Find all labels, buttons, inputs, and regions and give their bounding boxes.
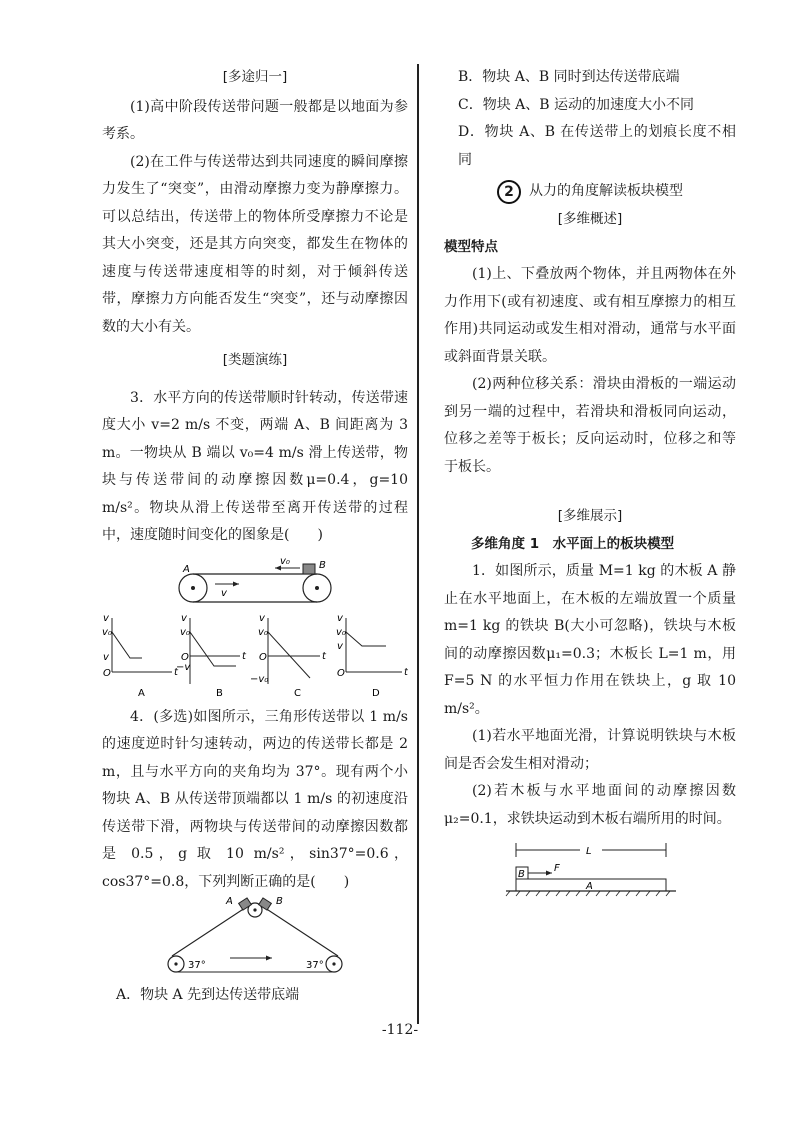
option-A: A．物块 A 先到达传送带底端: [116, 987, 300, 1003]
svg-text:v: v: [103, 612, 109, 624]
graph-label-D: D: [372, 687, 380, 699]
svg-text:t: t: [404, 666, 408, 678]
column-divider: [417, 64, 419, 1024]
question-1-part-2: (2)若木板与水平地面间的动摩擦因数μ₂=0.1，求铁块运动到木板右端所用的时间。: [444, 783, 736, 827]
label-v: v: [221, 587, 227, 599]
fig1-label-L: L: [586, 846, 592, 857]
left-column: [102, 64, 408, 1010]
angle-title: 多维角度 1 水平面上的板块模型: [471, 535, 675, 552]
svg-text:v: v: [337, 612, 343, 624]
svg-text:t: t: [322, 650, 326, 662]
graph-B: [176, 613, 247, 699]
model-features-title: 模型特点: [444, 238, 498, 255]
question-3: 3．水平方向的传送带顺时针转动，传送带速度大小 v=2 m/s 不变，两端 A、B 间距离为 3 m。一物块从 B 端以 v₀=4 m/s 滑上传送带，物块与传送带间的动摩擦因数μ=0.4，g=10 m/s²。物块从滑上传送带至离开传送带的过程中，速度随时间变化的图象是( ): [102, 389, 408, 543]
model-paragraph-2: (2)两种位移关系：滑块由滑板的一端运动到另一端的过程中，若滑块和滑板同向运动，位移之差等于板长；反向运动时，位移之和等于板长。: [444, 376, 736, 475]
option-B: B．物块 A、B 同时到达传送带底端: [458, 69, 680, 85]
fig4-angle-left: 37°: [188, 960, 206, 971]
svg-text:v: v: [337, 640, 343, 652]
svg-text:v: v: [181, 612, 187, 624]
fig4-label-B: B: [276, 896, 283, 907]
heading-showcase: [多维展示]: [557, 508, 623, 524]
option-C: C．物块 A、B 运动的加速度大小不同: [458, 96, 695, 113]
svg-text:O: O: [259, 651, 267, 663]
model-paragraph-1: (1)上、下叠放两个物体，并且两物体在外力作用下(或有初速度、或有相互摩擦力的相互作用)共同运动或发生相对滑动，通常与水平面或斜面背景关联。: [444, 266, 736, 365]
svg-text:O: O: [181, 651, 189, 663]
heading-practice: [类题演练]: [222, 352, 288, 368]
svg-text:O: O: [337, 667, 345, 679]
fig1-label-A: A: [586, 881, 593, 892]
heading-overview: [多维概述]: [557, 211, 623, 227]
section-title: 从力的角度解读板块模型: [529, 183, 683, 200]
page-number: -112-: [381, 1022, 419, 1038]
triangle-conveyor-figure: [160, 896, 350, 978]
vt-graphs: [102, 612, 408, 700]
svg-text:v: v: [103, 651, 109, 663]
svg-text:v₀: v₀: [102, 626, 112, 638]
svg-text:t: t: [242, 650, 246, 662]
label-v0: v₀: [280, 555, 290, 567]
svg-text:t: t: [174, 666, 178, 678]
svg-text:−v₀: −v₀: [250, 673, 269, 685]
graph-C: [250, 613, 327, 699]
paragraph-1: (1)高中阶段传送带问题一般都是以地面为参考系。: [102, 98, 408, 142]
graph-D: [336, 613, 408, 699]
label-A: A: [183, 563, 190, 575]
graph-A: [102, 613, 179, 699]
svg-text:v₀: v₀: [180, 626, 190, 638]
paragraph-2: (2)在工件与传送带达到共同速度的瞬间摩擦力发生了“突变”，由滑动摩擦力变为静摩擦力。可以总结出，传送带上的物体所受摩擦力不论是其大小突变，还是其方向突变，都发生在物体的速度与传送带速度相等的时刻，对于倾斜传送带，摩擦力方向能否发生“突变”，还与动摩擦因数的大小有关。: [102, 153, 408, 335]
section-heading: [444, 178, 736, 206]
question-1: 1．如图所示，质量 M=1 kg 的木板 A 静止在水平地面上，在木板的左端放置一个质量 m=1 kg 的铁块 B(大小可忽略)，铁块与木板间的动摩擦因数μ₁=0.3；木板长 L=1 m，用 F=5 N 的水平恒力作用在铁块上，g 取 10 m/s²。: [444, 563, 736, 717]
svg-text:v₀: v₀: [258, 626, 268, 638]
option-D: D．物块 A、B 在传送带上的划痕长度不相同: [458, 124, 736, 168]
conveyor-figure: [175, 556, 335, 608]
question-1-part-1: (1)若水平地面光滑，计算说明铁块与木板间是否会发生相对滑动；: [444, 728, 736, 772]
svg-text:v: v: [259, 612, 265, 624]
graph-label-B: B: [216, 687, 223, 699]
fig4-angle-right: 37°: [306, 960, 324, 971]
fig1-label-B: B: [518, 869, 525, 880]
graph-label-A: A: [138, 687, 145, 699]
fig4-label-A: A: [226, 896, 233, 907]
fig1-label-F: F: [554, 863, 560, 874]
svg-text:−v: −v: [176, 661, 191, 673]
section-number: 2: [497, 180, 521, 204]
svg-text:v₀: v₀: [336, 626, 346, 638]
board-block-figure: [490, 839, 690, 899]
question-4: 4．(多选)如图所示，三角形传送带以 1 m/s 的速度逆时针匀速转动，两边的传送带长都是 2 m，且与水平方向的夹角均为 37°。现有两个小物块 A、B 从传送带顶端都以 1 m/s 的初速度沿传送带下滑，两物块与传送带间的动摩擦因数都是 0.5，g 取 10 m/s²，sin37°=0.6，cos37°=0.8，下列判断正确的是( ): [102, 708, 408, 890]
label-B: B: [319, 559, 326, 571]
right-column: [444, 64, 736, 899]
heading-multi-path: [多途归一]: [222, 69, 288, 85]
svg-text:O: O: [103, 667, 111, 679]
graph-label-C: C: [294, 687, 301, 699]
